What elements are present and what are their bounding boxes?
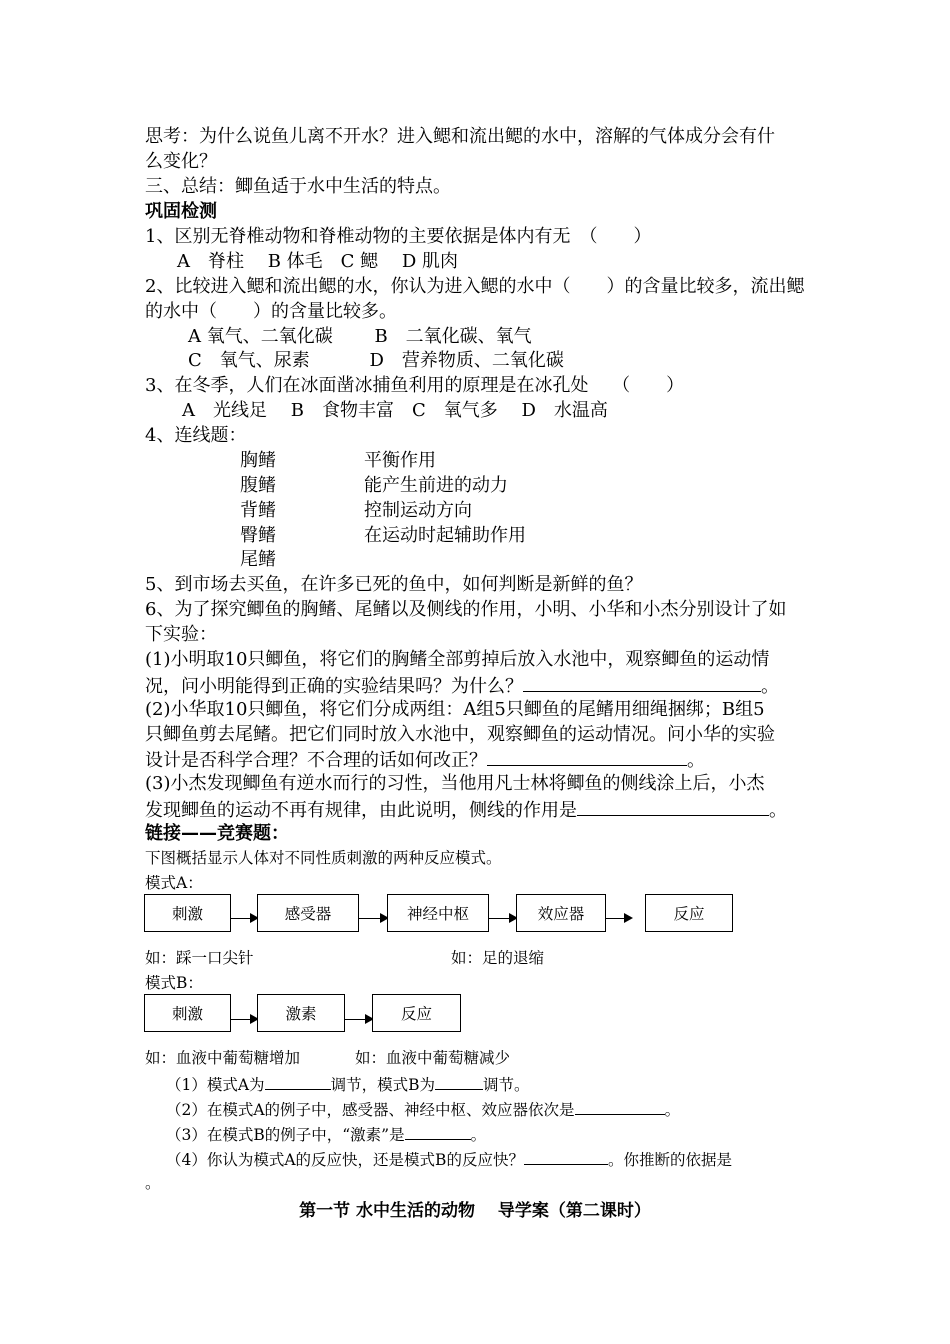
answer-blank[interactable] (577, 797, 769, 816)
q1-stem: 1、区别无脊椎动物和脊椎动物的主要依据是体内有无 （ ） (145, 226, 652, 247)
q4-right-item: 在运动时起辅助作用 (364, 525, 526, 546)
q4-left-item: 背鳍 (240, 500, 276, 521)
flow-box-response: 反应 (372, 994, 461, 1032)
q2-stem-2: 的水中（ ）的含量比较多。 (145, 301, 397, 322)
q4-right-item: 控制运动方向 (364, 500, 472, 521)
q3-options: A 光线足 B 食物丰富 C 氧气多 D 水温高 (182, 400, 608, 421)
q3-stem: 3、在冬季，人们在冰面凿冰捕鱼利用的原理是在冰孔处 （ ） (145, 375, 685, 396)
q4-right-item: 能产生前进的动力 (364, 475, 508, 496)
contest-q2: （2）在模式A的例子中，感受器、神经中枢、效应器依次是 。 (166, 1098, 680, 1120)
q2-stem-1: 2、比较进入鳃和流出鳃的水，你认为进入鳃的水中（ ）的含量比较多，流出鳃 (145, 276, 805, 297)
q4-left-item: 臀鳍 (240, 525, 276, 546)
q6-part2-line2: 只鲫鱼剪去尾鳍。把它们同时放入水池中，观察鲫鱼的运动情况。问小华的实验 (145, 724, 775, 745)
answer-blank[interactable] (435, 1073, 483, 1090)
q4-left-item: 腹鳍 (240, 475, 276, 496)
flow-arrow (489, 918, 516, 919)
mode-b-label: 模式B： (145, 974, 203, 992)
q6-part3-line1: (3)小杰发现鲫鱼有逆水而行的习性，当他用凡士林将鲫鱼的侧线涂上后，小杰 (145, 773, 765, 794)
q6-stem-2: 下实验： (145, 624, 217, 645)
flow-box-effector: 效应器 (516, 894, 606, 932)
contest-q1: （1）模式A为 调节，模式B为 调节。 (166, 1073, 529, 1095)
contest-intro: 下图概括显示人体对不同性质刺激的两种反应模式。 (145, 849, 502, 867)
answer-blank[interactable] (265, 1073, 331, 1090)
think-line-2: 么变化？ (145, 151, 217, 172)
flow-box-stimulus: 刺激 (144, 994, 231, 1032)
q1-options: A 脊柱 B 体毛 C 鳃 D 肌肉 (177, 251, 459, 272)
mode-b-example-1: 如：血液中葡萄糖增加 (145, 1049, 301, 1067)
q6-part2-line3: 设计是否科学合理？不合理的话如何改正？ 。 (145, 747, 705, 773)
mode-a-example-1: 如：踩一口尖针 (145, 949, 254, 967)
flow-box-receptor: 感受器 (257, 894, 359, 932)
mode-b-example-2: 如：血液中葡萄糖减少 (355, 1049, 511, 1067)
q5-stem: 5、到市场去买鱼，在许多已死的鱼中，如何判断是新鲜的鱼？ (145, 574, 643, 595)
flow-arrow (345, 1019, 372, 1020)
contest-q3: （3）在模式B的例子中，“激素”是 。 (166, 1123, 486, 1145)
q6-stem-1: 6、为了探究鲫鱼的胸鳍、尾鳍以及侧线的作用，小明、小华和小杰分别设计了如 (145, 599, 787, 620)
answer-blank[interactable] (405, 1123, 471, 1140)
q2-options-ab: A 氧气、二氧化碳 B 二氧化碳、氧气 (188, 326, 532, 347)
q6-part2-line1: (2)小华取10只鲫鱼，将它们分成两组：A组5只鲫鱼的尾鳍用细绳捆绑；B组5 (145, 699, 765, 720)
summary-line: 三、总结：鲫鱼适于水中生活的特点。 (145, 176, 451, 197)
flow-box-nerve-center: 神经中枢 (387, 894, 489, 932)
answer-blank[interactable] (575, 1098, 665, 1115)
q2-options-cd: C 氧气、尿素 D 营养物质、二氧化碳 (188, 350, 564, 371)
page-title: 第一节 水中生活的动物 导学案（第二课时） (299, 1201, 651, 1221)
q4-right-item: 平衡作用 (364, 450, 436, 471)
think-line-1: 思考：为什么说鱼儿离不开水？进入鳃和流出鳃的水中，溶解的气体成分会有什 (145, 126, 775, 147)
q4-left-item: 胸鳍 (240, 450, 276, 471)
flow-box-stimulus: 刺激 (144, 894, 231, 932)
flow-arrow (231, 918, 257, 919)
mode-a-label: 模式A： (145, 874, 203, 892)
contest-q4-end: 。 (145, 1174, 161, 1192)
mode-a-example-2: 如：足的退缩 (451, 949, 545, 967)
flow-arrow (606, 918, 631, 919)
answer-blank[interactable] (487, 747, 687, 766)
q4-stem: 4、连线题： (145, 425, 247, 446)
flow-arrow (231, 1019, 257, 1020)
section-heading-check: 巩固检测 (145, 201, 217, 222)
q6-part1-line2: 况，问小明能得到正确的实验结果吗？为什么？ 。 (145, 673, 779, 699)
flow-arrow (359, 918, 387, 919)
answer-blank[interactable] (523, 673, 761, 692)
section-heading-link: 链接——竞赛题： (145, 823, 289, 844)
flow-box-response: 反应 (645, 894, 733, 932)
q6-part1-line1: (1)小明取10只鲫鱼，将它们的胸鳍全部剪掉后放入水池中，观察鲫鱼的运动情 (145, 649, 770, 670)
q6-part3-line2: 发现鲫鱼的运动不再有规律，由此说明，侧线的作用是 。 (145, 797, 787, 823)
q4-left-item: 尾鳍 (240, 549, 276, 570)
contest-q4: （4）你认为模式A的反应快，还是模式B的反应快？ 。你推断的依据是 (166, 1148, 732, 1170)
flow-box-hormone: 激素 (257, 994, 345, 1032)
answer-blank[interactable] (524, 1148, 608, 1165)
